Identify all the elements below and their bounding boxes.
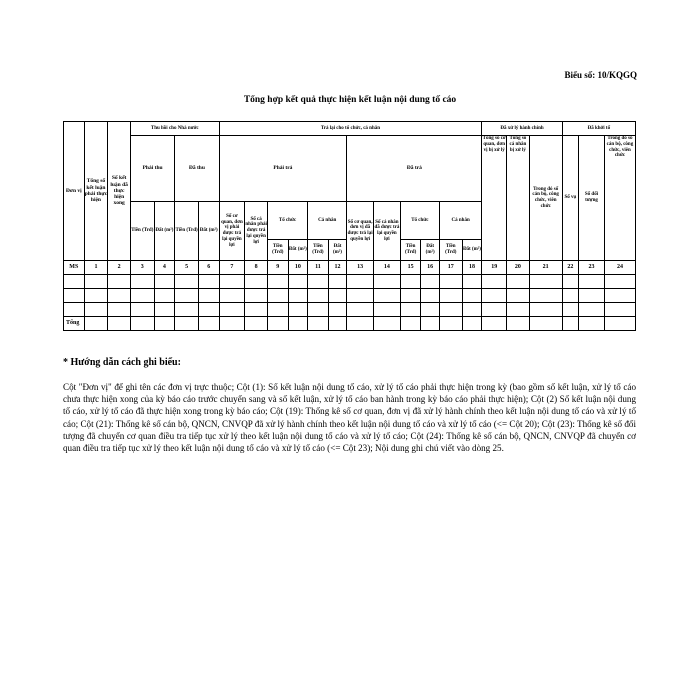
data-cell xyxy=(288,303,308,317)
guide-text: Cột "Đơn vị" để ghi tên các đơn vị trực thuộc; Cột (1): Số kết luận nội dung tố cáo, xử lý tố cáo phải thực hiện trong kỳ (bao gồm số kết luận, xử lý tố cáo chưa thực hiện xong của kỳ báo cáo trước chuyển sang và số kết luận, xử lý tố cáo ban hành trong kỳ báo cáo phải thực hiện); Cột (2) Số kết luận nội dung tố cáo, xử lý tố cáo đã thực hiện xong trong kỳ báo cáo; Cột (19): Thống kê số cơ quan, đơn vị đã xử lý hành chính theo kết luận nội dung tố cáo và xử lý tố cáo; Cột (21): Thống kê số cán bộ, QNCN, CNVQP đã xử lý hành chính theo kết luận nội dung tố cáo và xử lý tố cáo (<= Cột 20); Cột (23): Thống kê số đối tượng đã chuyển cơ quan điều tra tiếp tục xử lý theo kết luận nội dung tố cáo và xử lý tố cáo; Cột (24): Thống kê số cán bộ, QNCN, CNVQP đã chuyển cơ quan điều tra tiếp tục xử lý theo kết luận nội dung tố cáo và xử lý tố cáo (<= Cột 23); Nội dung ghi chú viết vào dòng 25. xyxy=(63,382,636,453)
column-number: 9 xyxy=(267,261,288,275)
header-tong-so-co-quan-xu-ly: Tổng số cơ quan, đơn vị bị xử lý xyxy=(482,136,507,261)
data-cell xyxy=(439,289,462,303)
column-number: 12 xyxy=(328,261,347,275)
header-trong-do-can-bo-khoi-to: Trong đó số cán bộ, công chức, viên chức xyxy=(604,136,635,261)
data-cell xyxy=(421,303,440,317)
data-cell xyxy=(421,289,440,303)
data-cell xyxy=(482,275,507,289)
data-cell xyxy=(529,275,562,289)
data-cell xyxy=(154,317,175,331)
column-number: 1 xyxy=(84,261,108,275)
report-title: Tổng hợp kết quả thực hiện kết luận nội dung tố cáo xyxy=(243,95,457,105)
column-number: 10 xyxy=(288,261,308,275)
data-cell xyxy=(562,303,578,317)
header-so-ca-nhan-phai: Số cá nhân phải được trả lại quyền lợi xyxy=(245,202,268,261)
column-number: 14 xyxy=(374,261,401,275)
column-number: 11 xyxy=(308,261,329,275)
data-cell xyxy=(308,317,329,331)
data-cell xyxy=(579,303,605,317)
data-cell xyxy=(308,275,329,289)
data-cell xyxy=(439,303,462,317)
data-cell xyxy=(562,289,578,303)
total-row xyxy=(64,317,636,331)
data-cell xyxy=(604,303,635,317)
data-cell xyxy=(507,289,530,303)
data-cell xyxy=(267,289,288,303)
header-thu-hoi-nha-nuoc: Thu hồi cho Nhà nước xyxy=(130,122,219,136)
data-cell xyxy=(198,317,219,331)
data-cell xyxy=(130,317,154,331)
data-cell xyxy=(267,275,288,289)
header-don-vi: Đơn vị xyxy=(64,122,85,261)
header-tien: Tiền (Trđ) xyxy=(175,202,199,261)
data-cell xyxy=(529,303,562,317)
data-cell xyxy=(400,317,421,331)
data-cell xyxy=(562,275,578,289)
data-cell xyxy=(439,275,462,289)
data-cell xyxy=(579,275,605,289)
data-cell xyxy=(462,303,482,317)
header-so-co-quan-da: Số cơ quan, đơn vị đã được trả lại quyền lợi xyxy=(347,202,374,261)
header-da-tra: Đã trả xyxy=(347,136,482,202)
data-cell xyxy=(507,317,530,331)
header-dat: Đất (m²) xyxy=(462,240,482,261)
header-ca-nhan: Cá nhân xyxy=(308,202,347,240)
header-dat: Đất (m²) xyxy=(288,240,308,261)
data-cell xyxy=(482,303,507,317)
column-number: 5 xyxy=(175,261,199,275)
column-number: 17 xyxy=(439,261,462,275)
data-cell xyxy=(198,289,219,303)
header-da-thu: Đã thu xyxy=(175,136,219,202)
data-cell xyxy=(579,317,605,331)
data-cell xyxy=(84,317,108,331)
data-cell xyxy=(579,289,605,303)
header-xu-ly-hanh-chinh: Đã xử lý hành chính xyxy=(482,122,562,136)
data-cell xyxy=(198,275,219,289)
header-tra-lai: Trả lại cho tổ chức, cá nhân xyxy=(219,122,482,136)
data-cell xyxy=(108,275,131,289)
column-number: 3 xyxy=(130,261,154,275)
column-number: 15 xyxy=(400,261,421,275)
table-row xyxy=(64,275,636,289)
data-cell xyxy=(374,275,401,289)
column-number: 7 xyxy=(219,261,245,275)
data-cell xyxy=(108,317,131,331)
header-so-co-quan-phai: Số cơ quan, đơn vị phải được trả lại quyền lợi xyxy=(219,202,245,261)
data-cell xyxy=(482,289,507,303)
header-row-2 xyxy=(64,136,636,202)
data-cell xyxy=(288,317,308,331)
column-number: 8 xyxy=(245,261,268,275)
data-cell xyxy=(154,303,175,317)
data-cell xyxy=(421,275,440,289)
header-dat: Đất (m²) xyxy=(421,240,440,261)
data-cell xyxy=(439,317,462,331)
data-cell xyxy=(154,275,175,289)
data-cell xyxy=(308,303,329,317)
data-cell xyxy=(347,289,374,303)
header-dat: Đất (m²) xyxy=(198,202,219,261)
data-cell xyxy=(400,289,421,303)
data-cell xyxy=(462,275,482,289)
data-cell xyxy=(267,317,288,331)
column-number: 19 xyxy=(482,261,507,275)
data-cell xyxy=(529,317,562,331)
column-number: 22 xyxy=(562,261,578,275)
header-tien: Tiền (Trđ) xyxy=(400,240,421,261)
data-cell xyxy=(245,303,268,317)
header-dat: Đất (m²) xyxy=(328,240,347,261)
data-cell xyxy=(374,317,401,331)
data-cell xyxy=(328,303,347,317)
header-tien: Tiền (Trđ) xyxy=(130,202,154,261)
data-cell xyxy=(462,289,482,303)
data-cell xyxy=(130,275,154,289)
data-cell xyxy=(288,275,308,289)
data-cell xyxy=(462,317,482,331)
data-cell xyxy=(245,289,268,303)
data-cell xyxy=(219,303,245,317)
column-number: 20 xyxy=(507,261,530,275)
header-dat: Đất (m²) xyxy=(154,202,175,261)
data-cell xyxy=(219,317,245,331)
header-so-doi-tuong: Số đối tượng xyxy=(579,136,605,261)
column-number: 24 xyxy=(604,261,635,275)
column-number-row xyxy=(64,261,636,275)
data-cell xyxy=(64,289,85,303)
form-code: Biểu số: 10/KQGQ xyxy=(564,70,637,80)
data-cell xyxy=(604,289,635,303)
data-cell xyxy=(347,275,374,289)
header-to-chuc: Tổ chức xyxy=(267,202,307,240)
data-cell xyxy=(482,317,507,331)
data-cell xyxy=(154,289,175,303)
header-so-ket-luan-xong: Số kết luận đã thực hiện xong xyxy=(108,122,131,261)
data-cell xyxy=(219,289,245,303)
header-ca-nhan: Cá nhân xyxy=(439,202,481,240)
data-cell xyxy=(64,303,85,317)
data-cell xyxy=(130,303,154,317)
data-cell xyxy=(374,303,401,317)
data-cell xyxy=(108,289,131,303)
header-so-ca-nhan-da: Số cá nhân đã được trả lại quyền lợi xyxy=(374,202,401,261)
data-cell xyxy=(308,289,329,303)
header-khoi-to: Đã khởi tố xyxy=(562,122,635,136)
header-tien: Tiền (Trđ) xyxy=(267,240,288,261)
data-cell xyxy=(175,289,199,303)
data-cell xyxy=(267,303,288,317)
results-table xyxy=(63,121,636,331)
data-cell xyxy=(604,275,635,289)
column-number: 16 xyxy=(421,261,440,275)
header-to-chuc: Tổ chức xyxy=(400,202,439,240)
header-tong-so-ket-luan: Tổng số kết luận phải thực hiện xyxy=(84,122,108,261)
column-number: 4 xyxy=(154,261,175,275)
data-cell xyxy=(400,275,421,289)
data-cell xyxy=(507,275,530,289)
data-cell xyxy=(288,289,308,303)
data-cell xyxy=(198,303,219,317)
header-tong-so-ca-nhan-xu-ly: Tổng số cá nhân bị xử lý xyxy=(507,136,530,261)
column-number: 18 xyxy=(462,261,482,275)
header-phai-thu: Phải thu xyxy=(130,136,174,202)
data-cell xyxy=(84,303,108,317)
table-row xyxy=(64,289,636,303)
data-cell xyxy=(507,303,530,317)
header-phai-tra: Phải trả xyxy=(219,136,347,202)
data-cell xyxy=(374,289,401,303)
data-cell xyxy=(219,275,245,289)
data-cell xyxy=(421,317,440,331)
ms-label: MS xyxy=(64,261,85,275)
data-cell xyxy=(347,303,374,317)
data-cell xyxy=(84,275,108,289)
header-tien: Tiền (Trđ) xyxy=(439,240,462,261)
data-cell xyxy=(130,289,154,303)
table-row xyxy=(64,303,636,317)
column-number: 6 xyxy=(198,261,219,275)
data-cell xyxy=(400,303,421,317)
header-trong-do-can-bo: Trong đó số cán bộ, công chức, viên chức xyxy=(529,136,562,261)
data-cell xyxy=(529,289,562,303)
header-row-1 xyxy=(64,122,636,136)
data-cell xyxy=(84,289,108,303)
data-cell xyxy=(108,303,131,317)
header-so-vu: Số vụ xyxy=(562,136,578,261)
column-number: 23 xyxy=(579,261,605,275)
data-cell xyxy=(328,275,347,289)
data-cell xyxy=(64,275,85,289)
column-number: 21 xyxy=(529,261,562,275)
column-number: 13 xyxy=(347,261,374,275)
data-cell xyxy=(328,289,347,303)
data-cell xyxy=(245,317,268,331)
data-cell xyxy=(604,317,635,331)
guide-title: * Hướng dẫn cách ghi biểu: xyxy=(63,357,181,368)
total-label: Tổng xyxy=(64,317,85,331)
column-number: 2 xyxy=(108,261,131,275)
header-tien: Tiền (Trđ) xyxy=(308,240,329,261)
data-cell xyxy=(328,317,347,331)
data-cell xyxy=(245,275,268,289)
data-cell xyxy=(562,317,578,331)
data-cell xyxy=(347,317,374,331)
data-cell xyxy=(175,275,199,289)
data-cell xyxy=(175,317,199,331)
data-cell xyxy=(175,303,199,317)
